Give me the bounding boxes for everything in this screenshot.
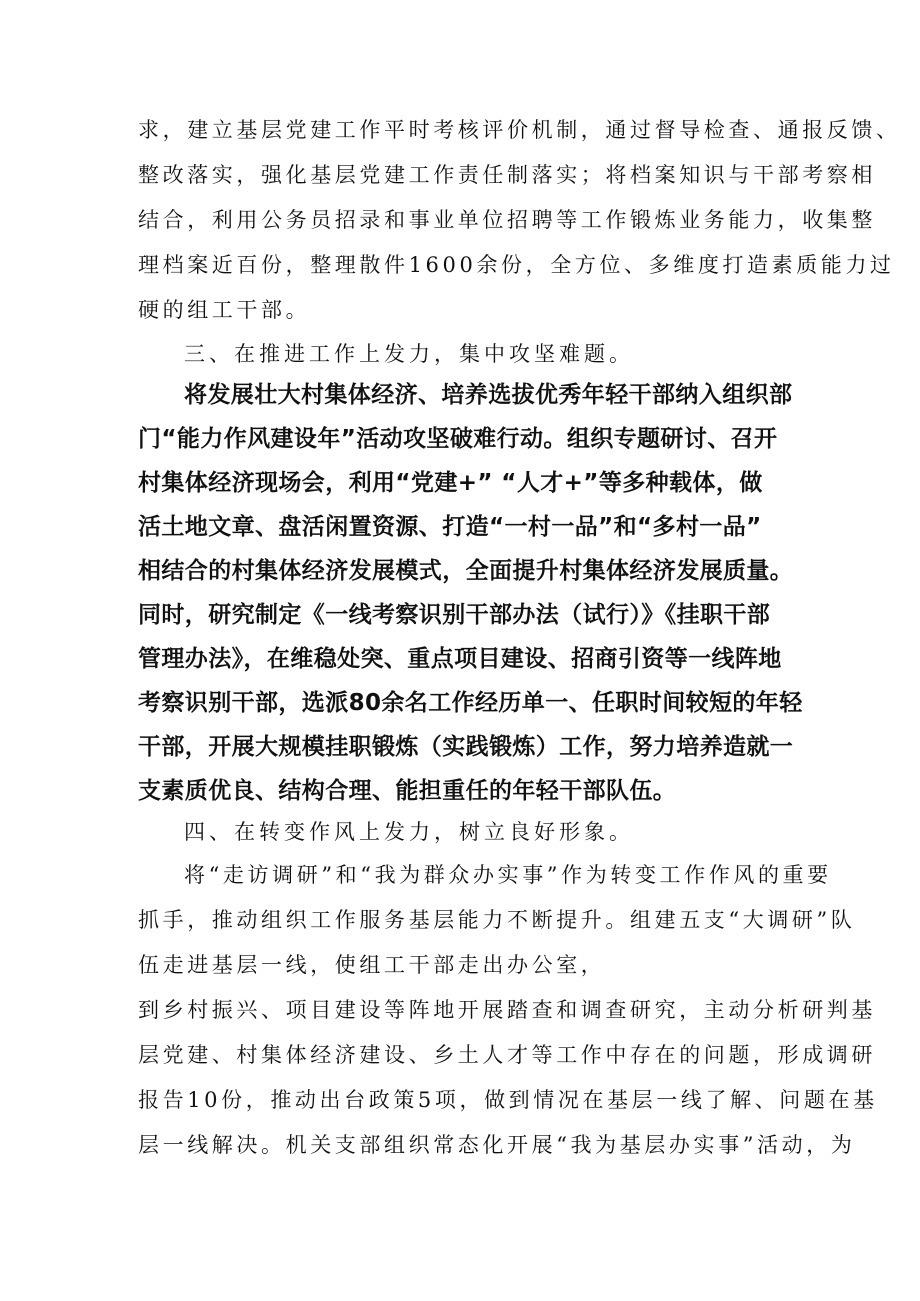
text-line: 门“能力作风建设年”活动攻坚破难行动。组织专题研讨、召开: [138, 426, 778, 452]
text-line: 结合，利用公务员招录和事业单位招聘等工作锻炼业务能力，收集整: [138, 208, 876, 232]
text-line: 考察识别干部，选派80余名工作经历单一、任职时间较短的年轻: [138, 690, 803, 716]
text-line: 理档案近百份，整理散件1600余份，全方位、多维度打造素质能力过: [138, 253, 895, 277]
text-line: 支素质优良、结构合理、能担重任的年轻干部队伍。: [138, 778, 677, 804]
text-line: 抓手，推动组织工作服务基层能力不断提升。组建五支“大调研”队: [138, 908, 856, 932]
text-line: 求，建立基层党建工作平时考核评价机制，通过督导检查、通报反馈、: [138, 118, 901, 142]
text-line: 到乡村振兴、项目建设等阵地开展踏查和调查研究，主动分析研判基: [138, 998, 876, 1022]
text-line: 硬的组工干部。: [138, 298, 311, 322]
text-line: 相结合的村集体经济发展模式，全面提升村集体经济发展质量。: [138, 558, 794, 584]
text-line: 伍走进基层一线，使组工干部走出办公室，: [138, 953, 606, 977]
text-line: 同时，研究制定《一线考察识别干部办法（试行）》《挂职干部: [138, 602, 771, 628]
text-line: 报告10份，推动出台政策5项，做到情况在基层一线了解、问题在基: [138, 1088, 878, 1112]
text-line: 活土地文章、盘活闲置资源、打造“一村一品”和“多村一品”: [138, 514, 762, 540]
text-line: 村集体经济现场会，利用“党建+” “人才+”等多种载体，做: [138, 470, 763, 496]
text-line: 干部，开展大规模挂职锻炼（实践锻炼）工作，努力培养造就一: [138, 734, 794, 760]
text-line: 层一线解决。机关支部组织常态化开展“我为基层办实事”活动，为: [138, 1133, 856, 1157]
text-line: 层党建、村集体经济建设、乡土人才等工作中存在的问题，形成调研: [138, 1043, 876, 1067]
section-heading-4: 四、在转变作风上发力，树立良好形象。: [184, 820, 634, 844]
text-line: 将“走访调研”和“我为群众办实事”作为转变工作作风的重要: [184, 863, 832, 887]
text-line: 整改落实，强化基层党建工作责任制落实；将档案知识与干部考察相: [138, 163, 876, 187]
text-line: 管理办法》，在维稳处突、重点项目建设、招商引资等一线阵地: [138, 646, 782, 672]
section-heading-3: 三、在推进工作上发力，集中攻坚难题。: [184, 342, 634, 366]
text-line: 将发展壮大村集体经济、培养选拔优秀年轻干部纳入组织部: [184, 382, 793, 408]
